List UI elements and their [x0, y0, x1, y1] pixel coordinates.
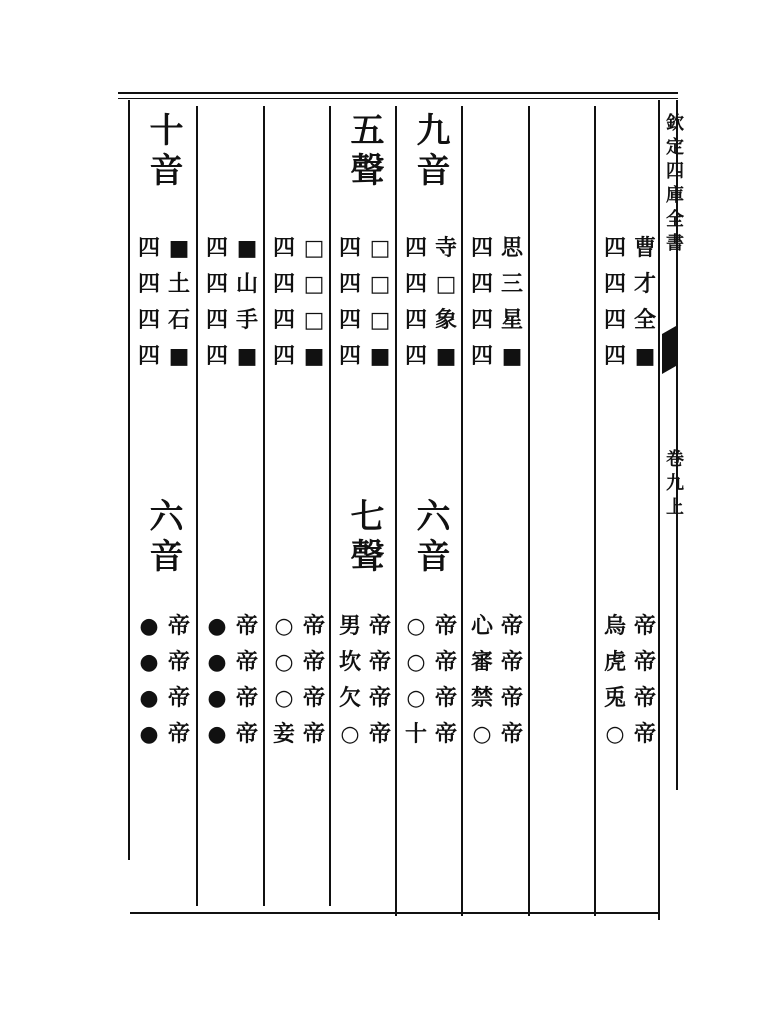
bottom-left-glyphs-glyph: 兎	[603, 685, 626, 711]
column-4	[331, 100, 395, 910]
top-right-glyphs	[630, 230, 660, 374]
top-right-glyphs-glyph: □	[369, 307, 391, 333]
top-left-glyphs	[401, 230, 431, 374]
bottom-left-glyphs-glyph: 禁	[470, 685, 493, 711]
top-left-glyphs-glyph: 四	[404, 343, 427, 369]
top-left-glyphs-glyph	[534, 302, 564, 338]
top-right-glyphs-glyph: □	[369, 271, 391, 297]
bottom-left-glyphs	[269, 608, 299, 752]
bottom-right-glyphs-glyph: 帝	[633, 721, 656, 747]
bottom-left-glyphs-glyph: ●	[139, 721, 159, 747]
column-6	[463, 100, 527, 910]
top-right-glyphs-glyph: 三	[500, 271, 523, 297]
bottom-left-glyphs-glyph: ●	[139, 649, 159, 675]
bottom-right-glyphs-glyph: 帝	[302, 649, 325, 675]
top-right-glyphs-glyph: ■	[236, 343, 258, 369]
bottom-left-glyphs-glyph: ●	[139, 685, 159, 711]
top-right-glyphs	[431, 230, 461, 374]
bottom-left-glyphs-glyph: 十	[404, 721, 427, 747]
top-right-glyphs-glyph: 寺	[434, 235, 457, 261]
top-left-glyphs	[467, 230, 497, 374]
top-right-glyphs-glyph: 星	[500, 307, 523, 333]
top-right-glyphs-glyph: □	[303, 307, 325, 333]
top-border	[118, 92, 678, 94]
top-right-glyphs-glyph	[564, 302, 594, 338]
top-left-glyphs-glyph: 四	[603, 343, 626, 369]
top-right-glyphs	[164, 230, 194, 374]
top-left-glyphs-glyph: 四	[272, 307, 295, 333]
column-2	[198, 100, 262, 910]
top-heading: 五聲	[344, 112, 384, 192]
top-left-glyphs-glyph: 四	[404, 235, 427, 261]
top-right-glyphs-glyph: ■	[168, 235, 190, 261]
bottom-heading: 六音	[143, 498, 183, 578]
top-right-glyphs-glyph	[564, 230, 594, 266]
column-8	[596, 100, 660, 910]
bottom-right-glyphs-glyph: 帝	[500, 649, 523, 675]
bottom-left-glyphs-glyph: 烏	[603, 613, 626, 639]
bottom-right-glyphs-glyph: 帝	[434, 613, 457, 639]
bottom-left-glyphs-glyph: 欠	[338, 685, 361, 711]
bottom-left-glyphs-glyph: ●	[207, 613, 227, 639]
bottom-left-glyphs-glyph: 虎	[603, 649, 626, 675]
margin-mark	[662, 326, 676, 374]
bottom-left-glyphs-glyph	[534, 680, 564, 716]
side-title: 欽定四庫全書	[666, 113, 684, 254]
top-right-glyphs-glyph: 手	[235, 307, 258, 333]
bottom-right-glyphs-glyph	[564, 644, 594, 680]
top-right-glyphs	[299, 230, 329, 374]
top-left-glyphs-glyph	[534, 338, 564, 374]
bottom-left-glyphs-glyph: ○	[274, 649, 294, 675]
top-right-glyphs-glyph: □	[435, 271, 457, 297]
bottom-heading: 七聲	[344, 498, 384, 578]
bottom-left-glyphs	[335, 608, 365, 752]
top-right-glyphs-glyph: ■	[236, 235, 258, 261]
bottom-right-glyphs-glyph: 帝	[235, 721, 258, 747]
top-left-glyphs-glyph	[534, 230, 564, 266]
bottom-right-glyphs-glyph	[564, 608, 594, 644]
top-right-glyphs	[564, 230, 594, 374]
bottom-left-glyphs-glyph: ○	[605, 721, 625, 747]
bottom-left-glyphs	[202, 608, 232, 752]
bottom-right-glyphs-glyph: 帝	[368, 685, 391, 711]
bottom-right-glyphs-glyph: 帝	[167, 721, 190, 747]
bottom-left-glyphs-glyph: ○	[274, 613, 294, 639]
bottom-right-glyphs-glyph: 帝	[167, 613, 190, 639]
bottom-left-glyphs-glyph: ○	[274, 685, 294, 711]
top-left-glyphs-glyph: 四	[205, 343, 228, 369]
top-right-glyphs-glyph: □	[369, 235, 391, 261]
top-border-inner	[118, 98, 678, 99]
column-7	[530, 100, 594, 910]
top-right-glyphs-glyph	[564, 338, 594, 374]
bottom-right-glyphs-glyph: 帝	[434, 649, 457, 675]
bottom-right-glyphs-glyph: 帝	[302, 613, 325, 639]
top-left-glyphs	[600, 230, 630, 374]
top-right-glyphs-glyph: □	[303, 271, 325, 297]
top-right-glyphs-glyph: 曹	[633, 235, 656, 261]
bottom-left-glyphs-glyph: ●	[139, 613, 159, 639]
bottom-right-glyphs	[365, 608, 395, 752]
top-left-glyphs-glyph: 四	[137, 307, 160, 333]
top-right-glyphs-glyph: □	[303, 235, 325, 261]
side-juan: 卷九上	[666, 449, 684, 518]
bottom-right-glyphs-glyph	[564, 716, 594, 752]
bottom-left-glyphs	[401, 608, 431, 752]
top-right-glyphs-glyph: ■	[303, 343, 325, 369]
top-left-glyphs-glyph: 四	[205, 235, 228, 261]
top-left-glyphs-glyph: 四	[137, 271, 160, 297]
bottom-right-glyphs-glyph: 帝	[633, 685, 656, 711]
bottom-left-glyphs	[600, 608, 630, 752]
top-left-glyphs-glyph: 四	[603, 235, 626, 261]
bottom-left-glyphs-glyph: ○	[406, 613, 426, 639]
top-right-glyphs	[365, 230, 395, 374]
top-right-glyphs	[497, 230, 527, 374]
bottom-left-glyphs-glyph: ○	[406, 649, 426, 675]
bottom-right-glyphs-glyph	[564, 680, 594, 716]
bottom-left-glyphs-glyph: ●	[207, 721, 227, 747]
top-left-glyphs-glyph: 四	[137, 343, 160, 369]
top-right-glyphs-glyph: ■	[369, 343, 391, 369]
bottom-left-glyphs-glyph: 審	[470, 649, 493, 675]
top-left-glyphs-glyph: 四	[470, 307, 493, 333]
top-left-glyphs-glyph	[534, 266, 564, 302]
bottom-right-glyphs-glyph: 帝	[368, 613, 391, 639]
bottom-left-glyphs	[467, 608, 497, 752]
top-left-glyphs-glyph: 四	[137, 235, 160, 261]
bottom-right-glyphs-glyph: 帝	[434, 721, 457, 747]
top-right-glyphs-glyph: 山	[235, 271, 258, 297]
bottom-right-glyphs-glyph: 帝	[500, 721, 523, 747]
bottom-right-glyphs	[164, 608, 194, 752]
top-right-glyphs-glyph: 思	[500, 235, 523, 261]
top-left-glyphs-glyph: 四	[338, 271, 361, 297]
bottom-left-glyphs-glyph: ●	[207, 649, 227, 675]
top-left-glyphs-glyph: 四	[603, 271, 626, 297]
bottom-left-glyphs-glyph	[534, 644, 564, 680]
top-right-glyphs-glyph	[564, 266, 594, 302]
bottom-left-glyphs-glyph	[534, 608, 564, 644]
column-5	[397, 100, 461, 910]
top-right-glyphs-glyph: ■	[634, 343, 656, 369]
top-right-glyphs-glyph: 土	[167, 271, 190, 297]
top-heading: 十音	[143, 112, 183, 192]
bottom-right-glyphs-glyph: 帝	[368, 649, 391, 675]
top-right-glyphs	[232, 230, 262, 374]
bottom-left-glyphs-glyph	[534, 716, 564, 752]
bottom-right-glyphs-glyph: 帝	[235, 685, 258, 711]
top-left-glyphs-glyph: 四	[338, 343, 361, 369]
bottom-right-glyphs	[299, 608, 329, 752]
bottom-right-glyphs	[431, 608, 461, 752]
bottom-left-glyphs-glyph: ○	[340, 721, 360, 747]
top-right-glyphs-glyph: 才	[633, 271, 656, 297]
top-left-glyphs-glyph: 四	[272, 235, 295, 261]
bottom-left-glyphs-glyph: ●	[207, 685, 227, 711]
bottom-right-glyphs-glyph: 帝	[167, 649, 190, 675]
bottom-left-glyphs-glyph: ○	[472, 721, 492, 747]
bottom-left-glyphs-glyph: 妾	[272, 721, 295, 747]
bottom-right-glyphs	[630, 608, 660, 752]
bottom-right-glyphs	[497, 608, 527, 752]
bottom-left-glyphs-glyph: ○	[406, 685, 426, 711]
top-heading: 九音	[410, 112, 450, 192]
bottom-right-glyphs-glyph: 帝	[167, 685, 190, 711]
top-right-glyphs-glyph: ■	[168, 343, 190, 369]
column-3	[265, 100, 329, 910]
bottom-right-glyphs-glyph: 帝	[302, 721, 325, 747]
top-left-glyphs-glyph: 四	[205, 271, 228, 297]
top-left-glyphs-glyph: 四	[470, 343, 493, 369]
top-right-glyphs-glyph: 象	[434, 307, 457, 333]
bottom-right-glyphs	[564, 608, 594, 752]
top-left-glyphs-glyph: 四	[272, 343, 295, 369]
top-left-glyphs	[134, 230, 164, 374]
bottom-right-glyphs-glyph: 帝	[368, 721, 391, 747]
bottom-right-glyphs	[232, 608, 262, 752]
bottom-left-glyphs	[134, 608, 164, 752]
top-right-glyphs-glyph: ■	[501, 343, 523, 369]
top-right-glyphs-glyph: ■	[435, 343, 457, 369]
bottom-right-glyphs-glyph: 帝	[235, 613, 258, 639]
top-left-glyphs-glyph: 四	[404, 271, 427, 297]
bottom-left-glyphs	[534, 608, 564, 752]
bottom-right-glyphs-glyph: 帝	[633, 649, 656, 675]
top-left-glyphs-glyph: 四	[470, 235, 493, 261]
top-right-glyphs-glyph: 全	[633, 307, 656, 333]
bottom-right-glyphs-glyph: 帝	[302, 685, 325, 711]
top-left-glyphs	[202, 230, 232, 374]
top-left-glyphs-glyph: 四	[338, 235, 361, 261]
top-left-glyphs	[269, 230, 299, 374]
top-left-glyphs-glyph: 四	[603, 307, 626, 333]
top-left-glyphs-glyph: 四	[338, 307, 361, 333]
bottom-right-glyphs-glyph: 帝	[235, 649, 258, 675]
top-left-glyphs-glyph: 四	[404, 307, 427, 333]
top-left-glyphs-glyph: 四	[205, 307, 228, 333]
top-left-glyphs-glyph: 四	[272, 271, 295, 297]
bottom-heading: 六音	[410, 498, 450, 578]
bottom-left-glyphs-glyph: 男	[338, 613, 361, 639]
bottom-right-glyphs-glyph: 帝	[500, 685, 523, 711]
top-right-glyphs-glyph: 石	[167, 307, 190, 333]
bottom-right-glyphs-glyph: 帝	[500, 613, 523, 639]
bottom-left-glyphs-glyph: 坎	[338, 649, 361, 675]
bottom-right-glyphs-glyph: 帝	[434, 685, 457, 711]
top-left-glyphs	[335, 230, 365, 374]
top-left-glyphs	[534, 230, 564, 374]
bottom-left-glyphs-glyph: 心	[470, 613, 493, 639]
top-left-glyphs-glyph: 四	[470, 271, 493, 297]
column-1	[130, 100, 194, 910]
bottom-right-glyphs-glyph: 帝	[633, 613, 656, 639]
